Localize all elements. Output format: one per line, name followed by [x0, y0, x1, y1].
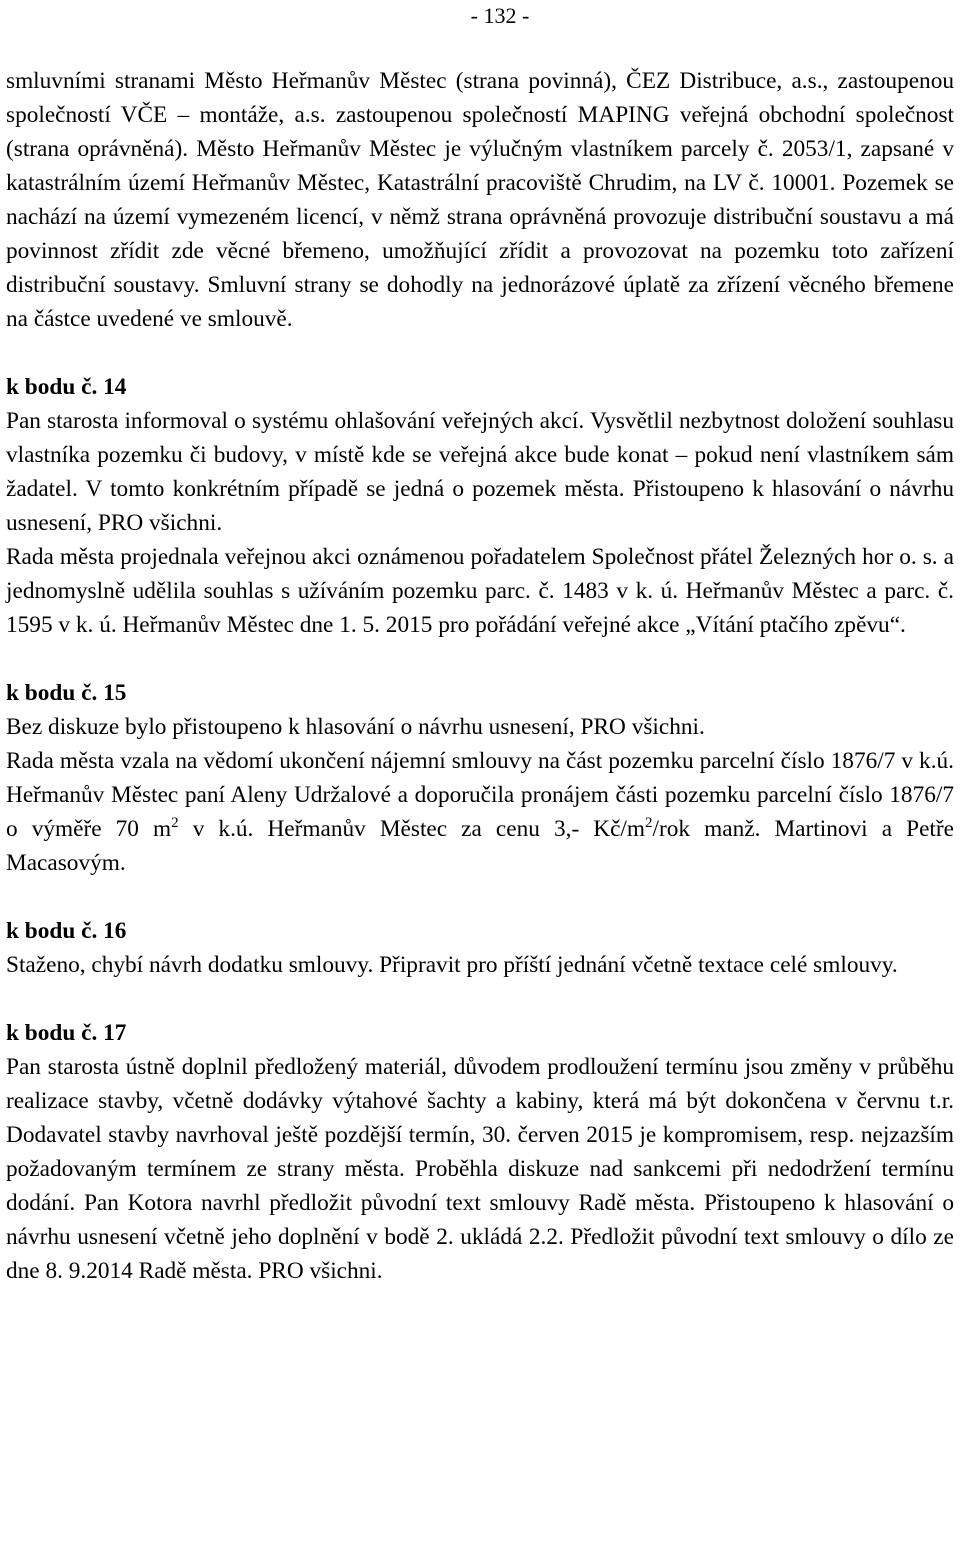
- section-heading-number: 15: [103, 680, 127, 706]
- section-heading: [6, 676, 954, 710]
- section-17: [6, 1016, 954, 1288]
- section-heading-label: k bodu č.: [6, 1020, 98, 1046]
- section-heading: [6, 914, 954, 948]
- section-heading: [6, 1016, 954, 1050]
- section-heading-number: 14: [103, 374, 127, 400]
- superscript: 2: [645, 815, 653, 831]
- section-paragraph: Rada města projednala veřejnou akci oznámenou pořadatelem Společnost přátel Železných hor o. s. a jednomyslně udělila souhlas s užíváním pozemku parc. č. 1483 v k. ú. Heřmanův Městec a parc. č. 1595 v k. ú. Heřmanův Městec dne 1. 5. 2015 pro pořádání veřejné akce „Vítání ptačího zpěvu“.: [6, 544, 954, 638]
- section-paragraph: Pan starosta informoval o systému ohlašování veřejných akcí. Vysvětlil nezbytnost doložení souhlasu vlastníka pozemku či budovy, v místě kde se veřejná akce bude konat – pokud není vlastníkem sám žadatel. V tomto konkrétním případě se jedná o pozemek města. Přistoupeno k hlasování o návrhu usnesení, PRO všichni.: [6, 408, 954, 536]
- page-number: - 132 -: [470, 3, 530, 28]
- text-run: v k.ú. Heřmanův Městec za cenu 3,- Kč/m: [178, 816, 646, 842]
- section-paragraph: Bez diskuze bylo přistoupeno k hlasování o návrhu usnesení, PRO všichni.: [6, 714, 705, 740]
- section-paragraph: Staženo, chybí návrh dodatku smlouvy. Připravit pro příští jednání včetně textace celé smlouvy.: [6, 952, 898, 978]
- section-heading-number: 17: [103, 1020, 127, 1046]
- section-heading: [6, 370, 954, 404]
- text-run: /rok manž. Martinovi a Petře Macasovým.: [6, 816, 954, 876]
- text-run: Rada města vzala na vědomí ukončení nájemní smlouvy na část pozemku parcelní číslo 1876/7 v k.ú. Heřmanův Městec paní Aleny Udržalové a doporučila pronájem části pozemku parcelní číslo 1876/7 o výměře 70 m: [6, 748, 954, 842]
- section-heading-label: k bodu č.: [6, 918, 98, 944]
- section-paragraph-rich: [6, 744, 954, 880]
- section-heading-label: k bodu č.: [6, 680, 98, 706]
- section-heading-number: 16: [103, 918, 127, 944]
- section-15: [6, 676, 954, 880]
- section-14: [6, 370, 954, 642]
- document-body: [6, 64, 954, 1288]
- section-16: [6, 914, 954, 982]
- section-heading-label: k bodu č.: [6, 374, 98, 400]
- superscript: 2: [171, 815, 179, 831]
- section-paragraph: Pan starosta ústně doplnil předložený materiál, důvodem prodloužení termínu jsou změny v průběhu realizace stavby, včetně dodávky výtahové šachty a kabiny, která má být dokončena v červnu t.r. Dodavatel stavby navrhoval ještě pozdější termín, 30. červen 2015 je kompromisem, resp. nejzazším požadovaným termínem ze strany města. Proběhla diskuze nad sankcemi při nedodržení termínu dodání. Pan Kotora navrhl předložit původní text smlouvy Radě města. Přistoupeno k hlasování o návrhu usnesení včetně jeho doplnění v bodě 2. ukládá 2.2. Předložit původní text smlouvy o dílo ze dne 8. 9.2014 Radě města. PRO všichni.: [6, 1054, 954, 1284]
- intro-paragraph: smluvními stranami Město Heřmanův Městec (strana povinná), ČEZ Distribuce, a.s., zastoupenou společností VČE – montáže, a.s. zastoupenou společností MAPING veřejná obchodní společnost (strana oprávněná). Město Heřmanův Městec je výlučným vlastníkem parcely č. 2053/1, zapsané v katastrálním území Heřmanův Městec, Katastrální pracoviště Chrudim, na LV č. 10001. Pozemek se nachází na území vymezeném licencí, v němž strana oprávněná provozuje distribuční soustavu a má povinnost zřídit zde věcné břemeno, umožňující zřídit a provozovat na pozemku toto zařízení distribuční soustavy. Smluvní strany se dohodly na jednorázové úplatě za zřízení věcného břemene na částce uvedené ve smlouvě.: [6, 68, 954, 332]
